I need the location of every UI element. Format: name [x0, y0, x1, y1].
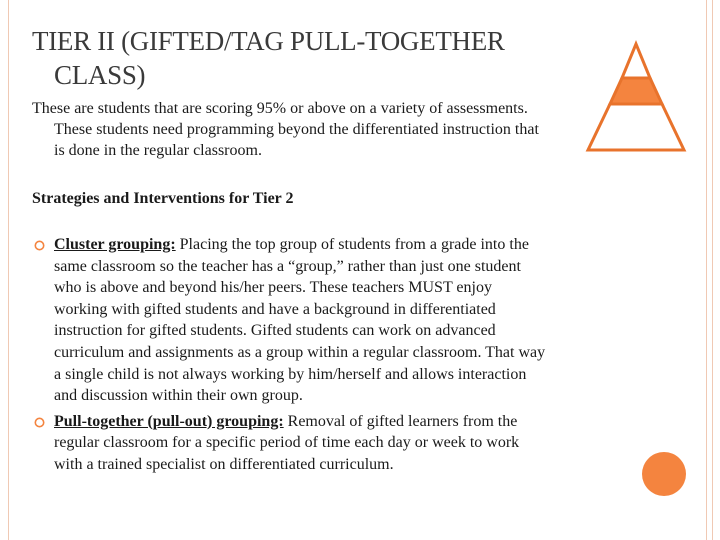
- bullet-text-line: instruction for gifted students. Gifted students can work on advanced: [54, 322, 496, 340]
- bullet-text-line: curriculum and assignments as a group within a regular classroom. That way: [54, 343, 546, 361]
- bullet-text-line: Placing the top group of students from a grade into the: [175, 236, 529, 253]
- frame-line-right-outer: [706, 0, 707, 540]
- strategies-list: [32, 234, 602, 480]
- pyramid-tier-top: [622, 44, 650, 78]
- intro-line-1: These are students that are scoring 95% or above on a variety of assessments.: [32, 100, 528, 117]
- intro-line-2: These students need programming beyond the differentiated instruction that: [54, 121, 539, 138]
- slide-title-line-1: TIER II (GIFTED/TAG PULL-TOGETHER: [32, 26, 505, 56]
- bullet-text-line: who is above and beyond his/her peers. These teachers MUST enjoy: [54, 279, 492, 297]
- bullet-text-line: and discussion within their own group.: [54, 387, 303, 405]
- frame-line-left: [8, 0, 9, 540]
- bullet-text-line: with a trained specialist on differentiated curriculum.: [54, 455, 394, 473]
- bullet-text-line: Removal of gifted learners from the: [283, 412, 518, 430]
- hollow-circle-icon: [34, 417, 45, 428]
- intro-line-3: is done in the regular classroom.: [54, 142, 262, 159]
- list-item-pull-together-grouping: [32, 411, 602, 476]
- bullet-term: Cluster grouping:: [54, 236, 176, 253]
- section-subheading: Strategies and Interventions for Tier 2: [32, 190, 294, 207]
- frame-line-right-inner: [712, 0, 713, 540]
- pyramid-tier-middle: [610, 78, 662, 104]
- slide-title: [32, 24, 592, 92]
- bullet-text-line: regular classroom for a specific period of time each day or week to work: [54, 434, 520, 452]
- pyramid-tier-bottom: [588, 104, 684, 150]
- intro-paragraph: [32, 98, 602, 161]
- list-item-cluster-grouping: [32, 234, 602, 407]
- bullet-term: Pull-together (pull-out) grouping:: [54, 412, 284, 430]
- bullet-text-line: a single child is not always working by him/herself and allows interaction: [54, 365, 527, 383]
- bullet-text-line: same classroom so the teacher has a “group,” rather than just one student: [54, 257, 521, 275]
- bullet-text-line: working with gifted students and have a background in differentiated: [54, 300, 496, 318]
- hollow-circle-icon: [34, 240, 45, 251]
- slide-title-line-2: CLASS): [54, 60, 146, 90]
- orange-circle-icon: [642, 452, 686, 496]
